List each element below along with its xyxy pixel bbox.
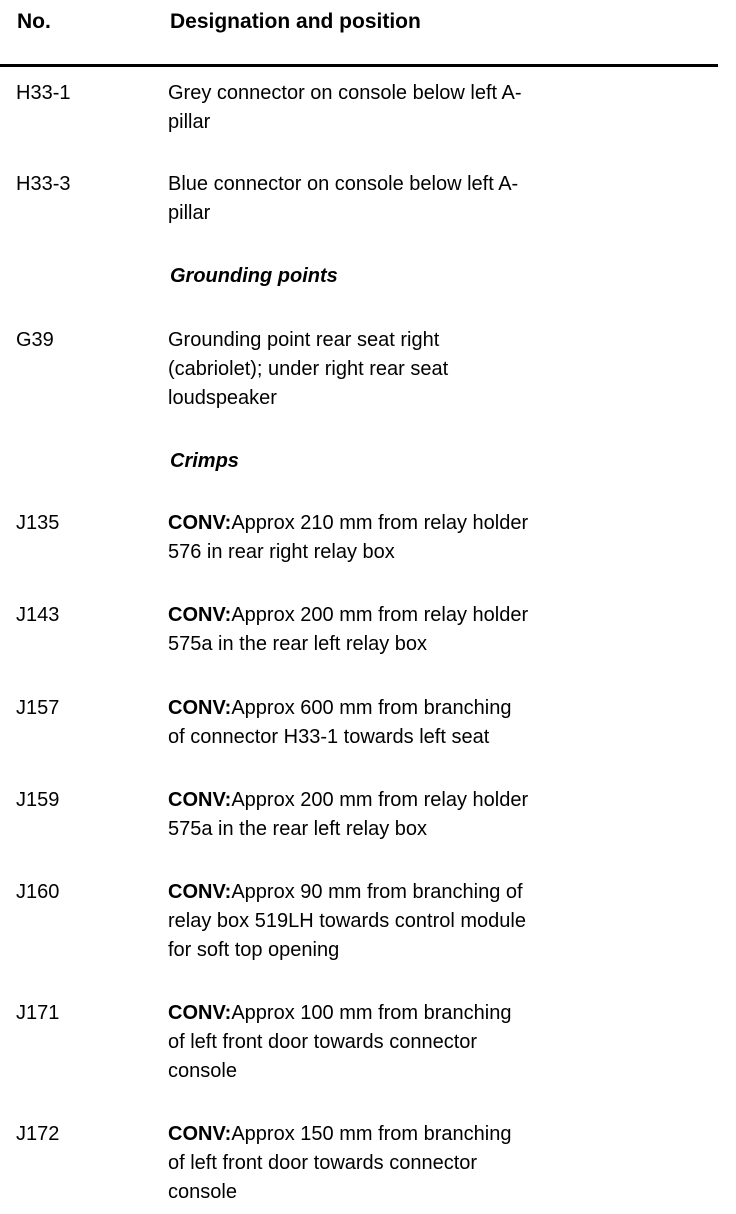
description-line — [168, 509, 648, 538]
description-line: pillar — [168, 111, 211, 133]
entry-number: J143 — [16, 604, 60, 626]
entry-description — [168, 509, 648, 567]
column-header-no: No. — [17, 10, 51, 33]
description-line: 575a in the rear left relay box — [168, 818, 428, 840]
section-heading-crimps: Crimps — [170, 450, 239, 472]
description-line: loudspeaker — [168, 387, 277, 409]
description-line — [168, 1120, 648, 1149]
conv-prefix: CONV: — [168, 512, 232, 534]
entry-number: J157 — [16, 697, 60, 719]
entry-description — [168, 786, 648, 844]
conv-prefix: CONV: — [168, 1002, 232, 1024]
conv-prefix: CONV: — [168, 789, 232, 811]
description-text: Approx 200 mm from relay holder — [231, 789, 529, 811]
conv-prefix: CONV: — [168, 697, 232, 719]
description-line: (cabriolet); under right rear seat — [168, 358, 449, 380]
entry-number: J135 — [16, 512, 60, 534]
entry-number: G39 — [16, 329, 54, 351]
table-header — [0, 0, 736, 64]
entry-number: H33-1 — [16, 82, 71, 104]
entry-description — [168, 601, 648, 659]
entry-description — [168, 170, 648, 228]
description-text: Approx 90 mm from branching of — [231, 881, 523, 903]
description-text: Approx 210 mm from relay holder — [231, 512, 529, 534]
entry-number: J159 — [16, 789, 60, 811]
description-line — [168, 999, 648, 1028]
conv-prefix: CONV: — [168, 604, 232, 626]
description-text: Approx 200 mm from relay holder — [231, 604, 529, 626]
description-line: console — [168, 1181, 237, 1203]
description-line: of left front door towards connector — [168, 1031, 478, 1053]
entry-description — [168, 1120, 648, 1207]
conv-prefix: CONV: — [168, 881, 232, 903]
description-line: relay box 519LH towards control module — [168, 910, 526, 932]
entry-description — [168, 326, 648, 413]
description-text: Approx 600 mm from branching — [231, 697, 512, 719]
description-line — [168, 601, 648, 630]
header-divider — [0, 64, 718, 67]
description-line: of left front door towards connector — [168, 1152, 478, 1174]
conv-prefix: CONV: — [168, 1123, 232, 1145]
description-line — [168, 786, 648, 815]
description-line — [168, 694, 648, 723]
section-heading-grounding-points: Grounding points — [170, 265, 338, 287]
description-text: Approx 100 mm from branching — [231, 1002, 512, 1024]
entry-number: H33-3 — [16, 173, 71, 195]
entry-number: J171 — [16, 1002, 60, 1024]
entry-number: J172 — [16, 1123, 60, 1145]
description-line: pillar — [168, 202, 211, 224]
description-line: Grey connector on console below left A- — [168, 82, 522, 104]
description-line: of connector H33-1 towards left seat — [168, 726, 490, 748]
description-line: Grounding point rear seat right — [168, 329, 440, 351]
entry-description — [168, 694, 648, 752]
entry-description — [168, 999, 648, 1086]
description-line: 575a in the rear left relay box — [168, 633, 428, 655]
description-line: for soft top opening — [168, 939, 340, 961]
description-line: console — [168, 1060, 237, 1082]
description-text: Approx 150 mm from branching — [231, 1123, 512, 1145]
description-line: 576 in rear right relay box — [168, 541, 395, 563]
entry-description — [168, 79, 648, 137]
column-header-designation: Designation and position — [170, 10, 421, 33]
entry-number: J160 — [16, 881, 60, 903]
entry-description — [168, 878, 648, 965]
description-line: Blue connector on console below left A- — [168, 173, 519, 195]
description-line — [168, 878, 648, 907]
